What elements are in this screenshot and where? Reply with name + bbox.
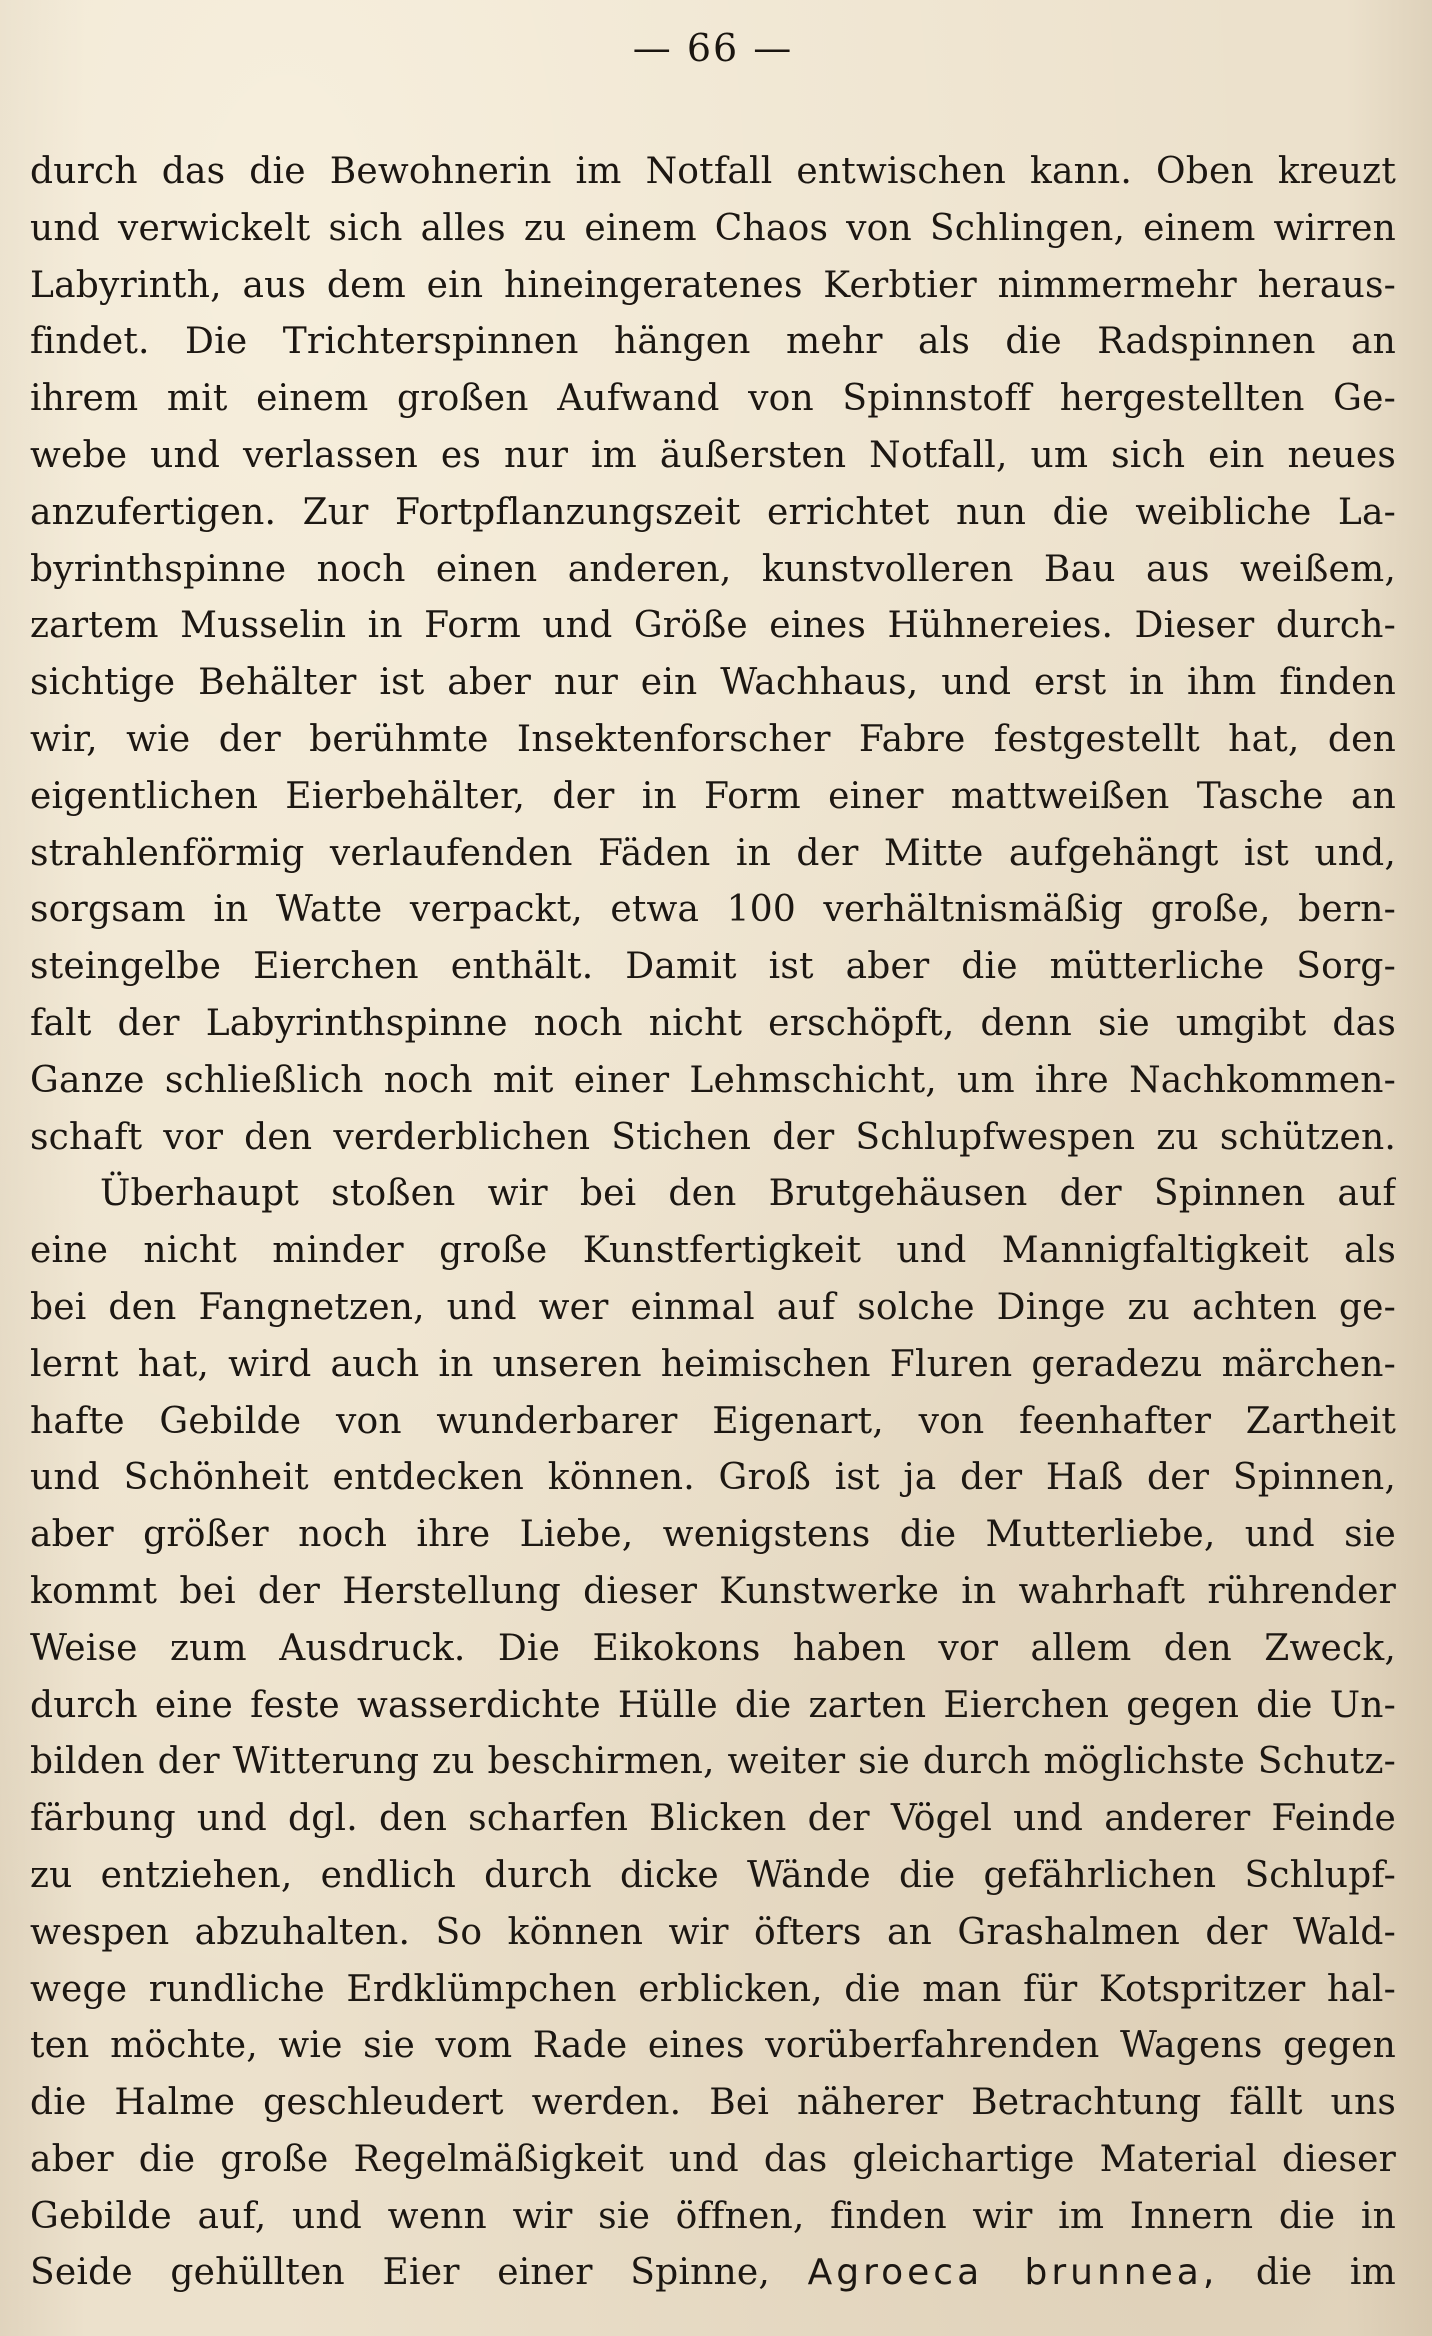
text-line: sichtige Behälter ist aber nur ein Wachhaus, und erst in ihm finden (30, 662, 1396, 704)
text-line: wir, wie der berühmte Insektenforscher Fabre festgestellt hat, den (30, 718, 1396, 760)
text-line: hafte Gebilde von wunderbarer Eigenart, von feenhafter Zartheit (30, 1400, 1396, 1442)
text-line: byrinthspinne noch einen anderen, kunstvolleren Bau aus weißem, (30, 548, 1396, 590)
text-line: Ganze schließlich noch mit einer Lehmschicht, um ihre Nachkommen- (30, 1059, 1396, 1101)
text-line: Weise zum Ausdruck. Die Eikokons haben vor allem den Zweck, (30, 1627, 1396, 1669)
text-line: anzufertigen. Zur Fortpflanzungszeit errichtet nun die weibliche La- (30, 491, 1396, 533)
final-line-end: die im (1255, 2252, 1396, 2294)
text-line: Gebilde auf, und wenn wir sie öffnen, finden wir im Innern die in (30, 2195, 1396, 2237)
text-line: sorgsam in Watte verpackt, etwa 100 verhältnismäßig große, bern- (30, 889, 1396, 931)
text-body (30, 144, 1396, 2302)
paragraph-start-line: Überhaupt stoßen wir bei den Brutgehäusen der Spinnen auf (100, 1173, 1396, 1215)
text-line: eine nicht minder große Kunstfertigkeit und Mannigfaltigkeit als (30, 1230, 1396, 1272)
text-line: lernt hat, wird auch in unseren heimischen Fluren geradezu märchen- (30, 1343, 1396, 1385)
text-line: falt der Labyrinthspinne noch nicht erschöpft, denn sie umgibt das (30, 1002, 1396, 1044)
text-line: aber größer noch ihre Liebe, wenigstens die Mutterliebe, und sie (30, 1514, 1396, 1556)
species-name: Agroeca brunnea, (807, 2252, 1219, 2294)
text-line: zartem Musselin in Form und Größe eines Hühnereies. Dieser durch- (30, 605, 1396, 647)
text-line: findet. Die Trichterspinnen hängen mehr als die Radspinnen an (30, 321, 1396, 363)
text-line: schaft vor den verderblichen Stichen der Schlupfwespen zu schützen. (30, 1116, 1396, 1158)
text-line: färbung und dgl. den scharfen Blicken der Vögel und anderer Feinde (30, 1798, 1396, 1840)
text-line: webe und verlassen es nur im äußersten Notfall, um sich ein neues (30, 434, 1396, 476)
text-line: ihrem mit einem großen Aufwand von Spinnstoff hergestellten Ge- (30, 378, 1396, 420)
text-line: steingelbe Eierchen enthält. Damit ist aber die mütterliche Sorg- (30, 946, 1396, 988)
text-line: zu entziehen, endlich durch dicke Wände die gefährlichen Schlupf- (30, 1854, 1396, 1896)
text-line: wespen abzuhalten. So können wir öfters an Grashalmen der Wald- (30, 1911, 1396, 1953)
text-line: durch das die Bewohnerin im Notfall entwischen kann. Oben kreuzt (30, 151, 1396, 192)
text-line: bei den Fangnetzen, und wer einmal auf solche Dinge zu achten ge- (30, 1286, 1396, 1328)
text-line: und Schönheit entdecken können. Groß ist ja der Haß der Spinnen, (30, 1457, 1396, 1499)
page-number: — 66 — (632, 26, 794, 70)
text-line: die Halme geschleudert werden. Bei näherer Betrachtung fällt uns (30, 2082, 1396, 2124)
text-line: strahlenförmig verlaufenden Fäden in der Mitte aufgehängt ist und, (30, 832, 1396, 874)
text-line: Labyrinth, aus dem ein hineingeratenes Kerbtier nimmermehr heraus- (30, 264, 1396, 306)
text-line: aber die große Regelmäßigkeit und das gleichartige Material dieser (30, 2138, 1396, 2180)
text-line: wege rundliche Erdklümpchen erblicken, die man für Kotspritzer hal- (30, 1968, 1396, 2010)
text-line: bilden der Witterung zu beschirmen, weiter sie durch möglichste Schutz- (30, 1741, 1396, 1783)
text-line: durch eine feste wasserdichte Hülle die zarten Eierchen gegen die Un- (30, 1684, 1396, 1726)
final-text-line (30, 2245, 1396, 2302)
text-line: kommt bei der Herstellung dieser Kunstwerke in wahrhaft rührender (30, 1570, 1396, 1612)
text-line: eigentlichen Eierbehälter, der in Form einer mattweißen Tasche an (30, 775, 1396, 817)
text-line: ten möchte, wie sie vom Rade eines vorüberfahrenden Wagens gegen (30, 2025, 1396, 2067)
text-line: und verwickelt sich alles zu einem Chaos von Schlingen, einem wirren (30, 207, 1396, 249)
final-line-start: Seide gehüllten Eier einer Spinne, (30, 2252, 771, 2294)
